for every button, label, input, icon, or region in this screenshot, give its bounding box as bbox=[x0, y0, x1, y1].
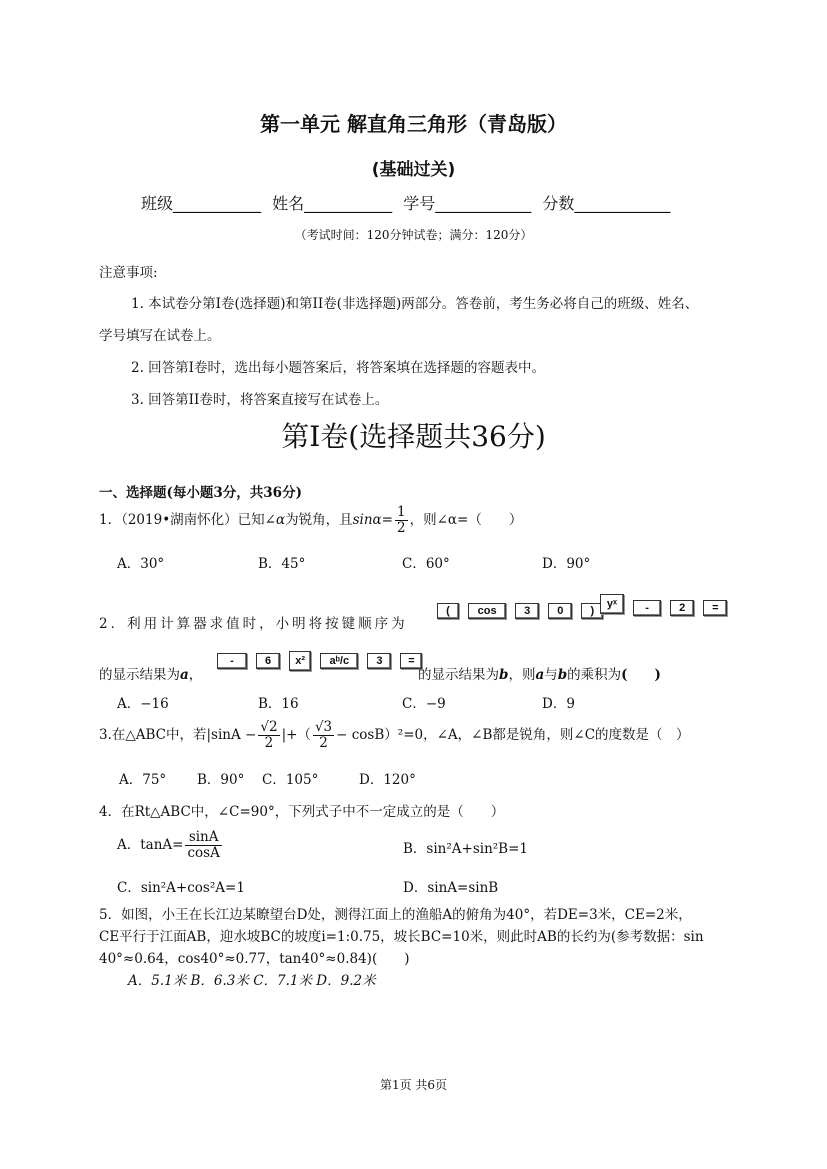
fraction-sqrt2-over-2: $\frac{√2}{2}$ bbox=[260, 719, 278, 751]
question-2-line1: 2．利用计算器求值时，小明将按键顺序为 bbox=[99, 616, 408, 632]
question-5-line3: 40°≈0.64，cos40°≈0.77，tan40°≈0.84)( ) bbox=[99, 951, 410, 967]
q5-options: A．5.1米 B．6.3米 C．7.1米 D．9.2米 bbox=[128, 973, 376, 989]
key-sequence-1b bbox=[600, 591, 731, 616]
q2-option-b: B．16 bbox=[258, 696, 299, 712]
calc-key-power: yˣ bbox=[600, 594, 624, 614]
question-1: 1．（2019•湖南怀化）已知∠α为锐角，且sinα= $\frac{1}{2}$ ，则∠α=（ ） bbox=[99, 504, 523, 536]
q2-option-d: D．9 bbox=[542, 696, 575, 712]
q3-option-a: A．75° bbox=[119, 772, 167, 788]
q4-option-c: C．sin²A+cos²A=1 bbox=[117, 880, 245, 896]
q4-option-d: D．sinA=sinB bbox=[403, 880, 499, 896]
name-field: 姓名___________ bbox=[272, 194, 393, 213]
q3-option-b: B．90° bbox=[197, 772, 245, 788]
calc-key: ) bbox=[581, 603, 603, 619]
calc-key: 3 bbox=[367, 653, 391, 669]
question-2-line2-tail: 的显示结果为b，则a与b的乘积为( ) bbox=[418, 667, 661, 683]
page-subtitle: (基础过关) bbox=[371, 160, 456, 180]
calc-key: 6 bbox=[256, 653, 280, 669]
notice-item-3: 3. 回答第II卷时，将答案直接写在试卷上。 bbox=[131, 392, 389, 408]
q1-option-a: A．30° bbox=[117, 556, 165, 572]
question-3: 3.在△ABC中，若|sinA − $\frac{√2}{2}$ |+（ $\frac{√3}{2}$ − cosB）²=0，∠A，∠B都是锐角，则∠C的度数是（ ） bbox=[99, 719, 690, 751]
calc-key: - bbox=[217, 653, 247, 669]
calc-key: 2 bbox=[670, 600, 694, 616]
notice-item-1-cont: 学号填写在试卷上。 bbox=[99, 328, 221, 344]
calc-key-square: x² bbox=[289, 651, 311, 671]
calc-key: cos bbox=[468, 603, 506, 619]
part1-heading: 一、选择题(每小题3分，共36分) bbox=[99, 485, 302, 501]
key-sequence-2 bbox=[217, 650, 426, 671]
exam-info: （考试时间：120分钟试卷；满分：120分） bbox=[294, 228, 533, 242]
calc-key: 3 bbox=[515, 603, 539, 619]
calc-key-fraction: aᵇ/c bbox=[320, 653, 358, 669]
q4-option-a: A．tanA= $\frac{\sin A}{\cos A}$ bbox=[117, 829, 220, 861]
class-field: 班级___________ bbox=[141, 194, 262, 213]
q2-option-a: A．−16 bbox=[117, 696, 169, 712]
student-info-line bbox=[141, 191, 676, 214]
page-footer: 第1页 共6页 bbox=[379, 1078, 448, 1092]
score-field: 分数____________ bbox=[542, 194, 671, 213]
question-5-line1: 5．如图，小王在长江边某瞭望台D处，测得江面上的渔船A的俯角为40°，若DE=3米，CE=2米， bbox=[99, 907, 692, 923]
fraction-sqrt3-over-2: $\frac{√3}{2}$ bbox=[314, 719, 333, 751]
q3-option-d: D．120° bbox=[359, 772, 416, 788]
q1-option-c: C．60° bbox=[402, 556, 450, 572]
q1-option-d: D．90° bbox=[542, 556, 591, 572]
notice-heading: 注意事项: bbox=[99, 265, 158, 281]
q3-option-c: C．105° bbox=[262, 772, 319, 788]
student-id-field: 学号____________ bbox=[403, 194, 532, 213]
notice-item-2: 2. 回答第I卷时，选出每小题答案后，将答案填在选择题的容题表中。 bbox=[131, 360, 546, 376]
calc-key: = bbox=[703, 600, 727, 616]
calc-key: = bbox=[400, 653, 422, 669]
question-5-line2: CE平行于江面AB，迎水坡BC的坡度i=1:0.75，坡长BC=10米，则此时AB的长约为(参考数据：sin bbox=[99, 929, 704, 945]
key-sequence-1 bbox=[437, 600, 607, 619]
question-4: 4．在Rt△ABC中，∠C=90°，下列式子中不一定成立的是（ ） bbox=[99, 804, 505, 820]
question-2-line2: 的显示结果为a， bbox=[99, 667, 203, 683]
fraction-sin-over-cos: $\frac{\sin A}{\cos A}$ bbox=[187, 829, 220, 861]
section-title: 第I卷(选择题共36分) bbox=[281, 420, 546, 453]
q2-option-c: C．−9 bbox=[402, 696, 446, 712]
fraction-one-half: $\frac{1}{2}$ bbox=[396, 504, 406, 536]
calc-key: 0 bbox=[548, 603, 572, 619]
calc-key: - bbox=[633, 600, 661, 616]
page-title: 第一单元 解直角三角形（青岛版） bbox=[260, 112, 567, 136]
q1-option-b: B．45° bbox=[258, 556, 306, 572]
q4-option-b: B．sin²A+sin²B=1 bbox=[403, 841, 529, 857]
calc-key: ( bbox=[437, 603, 459, 619]
notice-item-1: 1. 本试卷分第I卷(选择题)和第II卷(非选择题)两部分。答卷前，考生务必将自己的班级、姓名、 bbox=[131, 296, 699, 312]
